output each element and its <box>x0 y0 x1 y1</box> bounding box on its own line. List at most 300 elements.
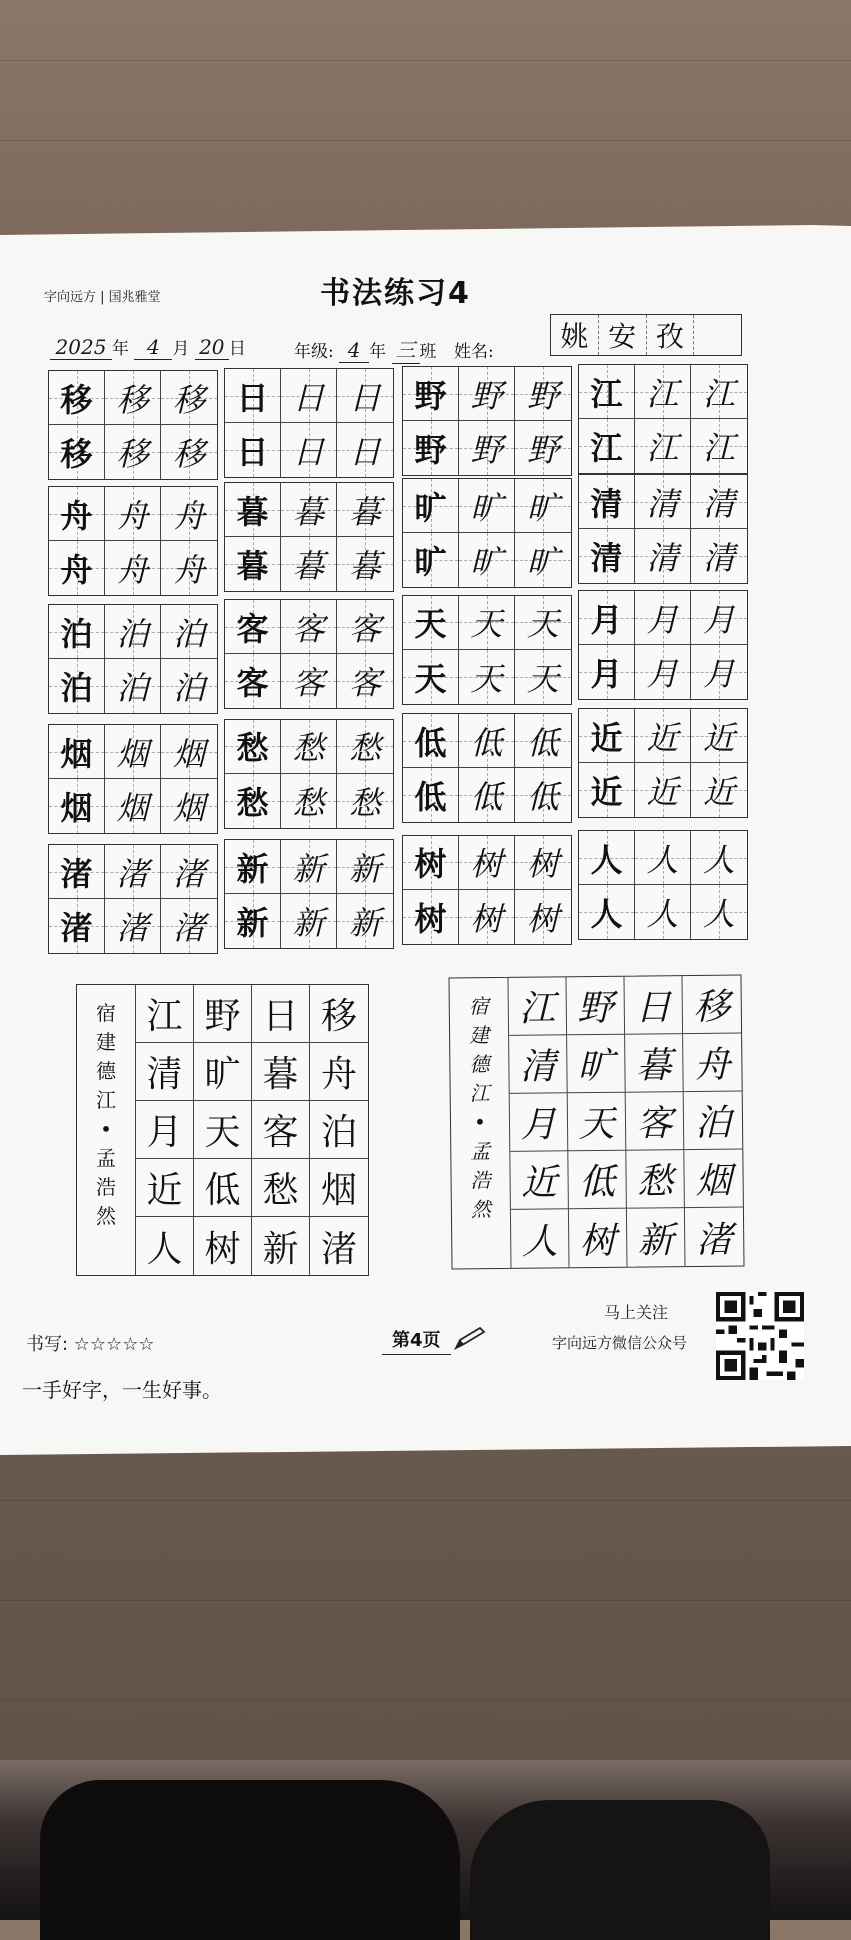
practice-block <box>224 719 394 829</box>
practice-char: 新 <box>236 904 269 943</box>
grade-unit: 年 <box>369 342 387 362</box>
practice-block <box>578 590 748 700</box>
practice-cell <box>105 425 161 479</box>
practice-block <box>224 599 394 709</box>
practice-char: 舟 <box>60 551 93 589</box>
practice-cell <box>225 423 281 477</box>
poem-cell: 野 <box>566 977 625 1036</box>
practice-char: 近 <box>590 718 623 757</box>
date-day: 20 <box>195 335 229 360</box>
practice-char: 人 <box>590 840 623 879</box>
practice-char: 泊 <box>116 669 149 707</box>
practice-char: 愁 <box>236 729 269 768</box>
practice-char: 客 <box>236 664 269 703</box>
practice-char: 暮 <box>236 492 269 531</box>
practice-cell <box>579 529 635 583</box>
practice-char: 旷 <box>526 488 559 527</box>
practice-cell <box>403 421 459 475</box>
poem-cell: 低 <box>194 1159 252 1217</box>
practice-cell <box>49 371 105 425</box>
practice-char: 近 <box>590 773 623 811</box>
poem-cell: 清 <box>136 1043 194 1101</box>
practice-cell <box>337 894 393 948</box>
practice-char: 近 <box>646 773 679 811</box>
practice-cell <box>49 425 105 479</box>
practice-cell <box>515 421 571 475</box>
practice-cell <box>225 774 281 828</box>
practice-char: 清 <box>590 484 623 523</box>
practice-char: 愁 <box>236 783 269 822</box>
practice-char: 江 <box>590 429 623 467</box>
practice-block <box>48 604 218 714</box>
poem-cell: 客 <box>252 1101 310 1159</box>
poem-cell: 客 <box>626 1092 685 1151</box>
practice-block <box>578 708 748 818</box>
practice-char: 月 <box>702 600 735 639</box>
brand-label: 字向远方 | 国兆雅堂 <box>44 290 161 305</box>
practice-cell <box>281 537 337 591</box>
worksheet-title: 书法练习4 <box>320 276 471 311</box>
attr-char: 江 <box>96 1088 116 1112</box>
practice-char: 江 <box>590 374 623 413</box>
practice-cell <box>281 483 337 537</box>
practice-cell <box>459 714 515 768</box>
date-year: 2025 <box>50 335 112 360</box>
practice-char: 客 <box>236 609 269 648</box>
poem-cell: 天 <box>568 1093 627 1152</box>
practice-cell <box>515 596 571 650</box>
poem-cell: 近 <box>136 1159 194 1217</box>
poem-cell: 人 <box>511 1209 570 1268</box>
practice-char: 树 <box>470 899 503 938</box>
practice-char: 日 <box>292 378 325 417</box>
practice-cell <box>403 533 459 587</box>
practice-cell <box>459 367 515 421</box>
practice-cell <box>635 831 691 885</box>
practice-cell <box>161 659 217 713</box>
practice-char: 烟 <box>116 734 149 773</box>
practice-cell <box>403 768 459 822</box>
practice-cell <box>105 487 161 541</box>
practice-cell <box>691 831 747 885</box>
poem-cell: 人 <box>136 1217 194 1275</box>
practice-char: 树 <box>526 845 559 884</box>
practice-cell <box>403 596 459 650</box>
poem-grid <box>136 985 368 1275</box>
practice-char: 旷 <box>470 488 503 527</box>
practice-cell <box>281 894 337 948</box>
practice-cell <box>579 645 635 699</box>
attr-char: 建 <box>96 1030 116 1054</box>
practice-cell <box>635 365 691 419</box>
date-month-unit: 月 <box>172 339 190 359</box>
practice-char: 天 <box>414 605 447 644</box>
name-char: 孜 <box>647 315 695 355</box>
date-month: 4 <box>134 335 172 360</box>
practice-char: 客 <box>292 609 325 648</box>
practice-char: 新 <box>292 849 325 888</box>
poem-cell: 新 <box>252 1217 310 1275</box>
practice-char: 日 <box>236 433 269 471</box>
practice-cell <box>337 654 393 708</box>
practice-cell <box>403 479 459 533</box>
grade-value: 4 <box>339 338 369 363</box>
practice-char: 近 <box>646 718 679 757</box>
practice-block <box>578 474 748 584</box>
practice-char: 舟 <box>116 496 149 535</box>
practice-cell <box>161 541 217 595</box>
practice-char: 人 <box>590 895 623 933</box>
practice-char: 人 <box>646 840 679 879</box>
practice-char: 舟 <box>60 496 93 535</box>
practice-block <box>578 830 748 940</box>
practice-cell <box>337 774 393 828</box>
poem-cell: 移 <box>682 975 741 1034</box>
practice-cell <box>579 709 635 763</box>
practice-char: 暮 <box>292 547 325 585</box>
practice-cell <box>635 591 691 645</box>
practice-char: 野 <box>470 376 503 415</box>
practice-char: 近 <box>702 718 735 757</box>
practice-char: 江 <box>646 429 679 467</box>
poem-copy-handwritten <box>448 974 744 1269</box>
poem-cell: 渚 <box>696 1219 733 1261</box>
poem-attribution <box>77 985 136 1275</box>
practice-char: 低 <box>526 723 559 762</box>
practice-cell <box>691 709 747 763</box>
practice-cell <box>337 840 393 894</box>
shoe-left <box>40 1780 460 1940</box>
practice-char: 月 <box>590 655 623 693</box>
practice-char: 人 <box>646 895 679 933</box>
poem-cell: 暮 <box>625 1034 684 1093</box>
practice-char: 月 <box>646 600 679 639</box>
motto: 一手好字，一生好事。 <box>22 1378 222 1402</box>
attr-char: 宿 <box>468 994 489 1019</box>
poem-cell: 旷 <box>567 1035 626 1094</box>
practice-cell <box>105 779 161 833</box>
practice-char: 日 <box>236 378 269 417</box>
practice-char: 新 <box>292 904 325 943</box>
practice-char: 烟 <box>60 789 93 827</box>
practice-char: 愁 <box>348 783 381 822</box>
practice-cell <box>161 605 217 659</box>
practice-cell <box>635 709 691 763</box>
practice-cell <box>515 650 571 704</box>
poem-cell: 树 <box>569 1209 628 1268</box>
practice-cell <box>49 659 105 713</box>
poem-cell: 近 <box>510 1151 569 1210</box>
practice-cell <box>459 596 515 650</box>
practice-cell <box>337 600 393 654</box>
practice-char: 江 <box>646 374 679 413</box>
poem-cell: 日 <box>624 976 683 1035</box>
practice-char: 树 <box>526 899 559 938</box>
practice-cell <box>105 659 161 713</box>
poem-cell: 江 <box>136 985 194 1043</box>
practice-cell <box>337 537 393 591</box>
practice-cell <box>579 763 635 817</box>
practice-cell <box>225 537 281 591</box>
practice-char: 泊 <box>172 669 205 707</box>
practice-cell <box>337 369 393 423</box>
practice-char: 低 <box>414 778 447 817</box>
practice-cell <box>105 725 161 779</box>
practice-cell <box>691 419 747 473</box>
practice-char: 近 <box>702 773 735 811</box>
attr-char: 德 <box>469 1052 490 1077</box>
practice-cell <box>691 529 747 583</box>
practice-cell <box>281 369 337 423</box>
practice-cell <box>105 845 161 899</box>
practice-cell <box>337 483 393 537</box>
practice-char: 低 <box>470 723 503 762</box>
practice-block <box>402 595 572 705</box>
poem-cell: 烟 <box>684 1149 743 1208</box>
practice-char: 泊 <box>172 614 205 653</box>
practice-cell <box>403 650 459 704</box>
poem-cell: 愁 <box>626 1150 685 1209</box>
poem-cell: 泊 <box>310 1101 368 1159</box>
practice-cell <box>225 369 281 423</box>
practice-cell <box>225 654 281 708</box>
practice-block <box>48 844 218 954</box>
practice-char: 移 <box>116 435 149 473</box>
poem-cell: 舟 <box>310 1043 368 1101</box>
attr-char: 孟 <box>96 1146 116 1170</box>
practice-cell <box>49 779 105 833</box>
practice-char: 客 <box>348 664 381 703</box>
practice-char: 新 <box>236 849 269 888</box>
practice-char: 天 <box>414 659 447 698</box>
practice-char: 暮 <box>348 492 381 531</box>
practice-char: 愁 <box>348 729 381 768</box>
poem-cell: 树 <box>194 1217 252 1275</box>
name-char: 安 <box>599 315 647 355</box>
practice-char: 天 <box>526 605 559 644</box>
grade-label: 年级: <box>294 342 334 362</box>
practice-char: 渚 <box>60 909 93 947</box>
practice-block <box>402 713 572 823</box>
practice-char: 日 <box>348 433 381 471</box>
practice-char: 树 <box>414 845 447 884</box>
practice-cell <box>105 541 161 595</box>
practice-char: 泊 <box>60 669 93 707</box>
practice-cell <box>459 479 515 533</box>
practice-cell <box>337 423 393 477</box>
practice-cell <box>161 425 217 479</box>
practice-cell <box>515 367 571 421</box>
shoe-right <box>470 1800 770 1940</box>
practice-cell <box>161 845 217 899</box>
practice-char: 客 <box>292 664 325 703</box>
practice-char: 月 <box>646 655 679 693</box>
practice-char: 移 <box>172 380 205 419</box>
practice-cell <box>161 899 217 953</box>
practice-char: 月 <box>702 655 735 693</box>
poem-cell: 低 <box>568 1151 627 1210</box>
practice-char: 清 <box>590 539 623 577</box>
practice-cell <box>635 529 691 583</box>
practice-char: 低 <box>526 778 559 817</box>
practice-char: 渚 <box>172 909 205 947</box>
practice-cell <box>691 591 747 645</box>
practice-char: 野 <box>526 431 559 469</box>
attr-char: 然 <box>470 1197 492 1222</box>
poem-cell: 移 <box>310 985 368 1043</box>
practice-cell <box>281 720 337 774</box>
practice-cell <box>281 654 337 708</box>
practice-block <box>578 364 748 474</box>
practice-char: 低 <box>470 778 503 817</box>
poem-cell: 江 <box>508 977 567 1036</box>
practice-cell <box>635 419 691 473</box>
date-year-unit: 年 <box>112 339 129 359</box>
poem-cell: 天 <box>194 1101 252 1159</box>
practice-char: 移 <box>116 380 149 419</box>
practice-char: 舟 <box>172 496 205 535</box>
follow-subtitle: 字向远方微信公众号 <box>552 1334 688 1352</box>
practice-block <box>224 482 394 592</box>
poem-cell: 野 <box>194 985 252 1043</box>
practice-char: 天 <box>470 605 503 644</box>
practice-block <box>48 370 218 480</box>
practice-char: 暮 <box>348 547 381 585</box>
pen-icon <box>452 1326 486 1350</box>
practice-cell <box>515 533 571 587</box>
practice-cell <box>49 725 105 779</box>
practice-char: 烟 <box>60 734 93 773</box>
practice-cell <box>635 885 691 939</box>
date-day-unit: 日 <box>228 339 246 359</box>
date-row <box>50 334 246 360</box>
practice-cell <box>515 714 571 768</box>
practice-char: 愁 <box>292 729 325 768</box>
practice-cell <box>105 899 161 953</box>
practice-cell <box>403 836 459 890</box>
poem-cell: 舟 <box>683 1033 742 1092</box>
practice-cell <box>579 419 635 473</box>
practice-char: 渚 <box>60 854 93 893</box>
poem-cell: 泊 <box>684 1091 743 1150</box>
practice-cell <box>105 605 161 659</box>
practice-cell <box>691 365 747 419</box>
practice-cell <box>459 890 515 944</box>
practice-cell <box>515 836 571 890</box>
practice-char: 野 <box>414 376 447 415</box>
practice-block <box>402 478 572 588</box>
practice-char: 旷 <box>470 543 503 581</box>
name-char: 姚 <box>551 315 599 355</box>
practice-cell <box>225 894 281 948</box>
qr-code[interactable] <box>716 1292 804 1380</box>
poem-cell: 月 <box>136 1101 194 1159</box>
practice-block <box>224 839 394 949</box>
attr-char: 然 <box>96 1204 116 1228</box>
practice-block <box>48 724 218 834</box>
class-unit: 班 <box>419 342 437 362</box>
attr-char: 浩 <box>470 1168 491 1193</box>
practice-char: 舟 <box>116 551 149 589</box>
practice-char: 烟 <box>172 789 205 827</box>
poem-cell: 旷 <box>194 1043 252 1101</box>
practice-cell <box>225 840 281 894</box>
practice-cell <box>459 421 515 475</box>
practice-block <box>224 368 394 478</box>
poem-cell: 烟 <box>310 1159 368 1217</box>
practice-cell <box>691 645 747 699</box>
practice-cell <box>225 720 281 774</box>
practice-char: 天 <box>526 659 559 698</box>
practice-cell <box>49 899 105 953</box>
poem-cell: 暮 <box>252 1043 310 1101</box>
practice-char: 清 <box>646 484 679 523</box>
class-value: 三 <box>392 334 420 364</box>
practice-cell <box>579 475 635 529</box>
practice-cell <box>49 541 105 595</box>
practice-char: 日 <box>348 378 381 417</box>
poem-grid <box>508 975 743 1267</box>
name-label: 姓名: <box>453 342 494 362</box>
practice-cell <box>579 885 635 939</box>
practice-char: 人 <box>702 895 735 933</box>
practice-cell <box>403 714 459 768</box>
practice-cell <box>515 768 571 822</box>
grade-row <box>294 334 494 364</box>
practice-char: 清 <box>702 539 735 577</box>
practice-char: 旷 <box>414 488 447 527</box>
practice-char: 泊 <box>116 614 149 653</box>
practice-char: 渚 <box>172 854 205 893</box>
practice-cell <box>225 600 281 654</box>
poem-cell: 月 <box>510 1093 569 1152</box>
practice-char: 树 <box>470 845 503 884</box>
practice-char: 暮 <box>292 492 325 531</box>
practice-cell <box>579 591 635 645</box>
attr-char: 江 <box>469 1081 490 1106</box>
practice-cell <box>281 600 337 654</box>
practice-cell <box>691 475 747 529</box>
practice-char: 日 <box>292 433 325 471</box>
practice-char: 人 <box>702 840 735 879</box>
practice-block <box>48 486 218 596</box>
practice-char: 泊 <box>60 614 93 653</box>
practice-cell <box>459 768 515 822</box>
practice-cell <box>459 533 515 587</box>
practice-char: 愁 <box>292 783 325 822</box>
practice-char: 低 <box>414 723 447 762</box>
practice-cell <box>691 763 747 817</box>
practice-block <box>402 835 572 945</box>
practice-char: 旷 <box>526 543 559 581</box>
practice-char: 野 <box>414 431 447 469</box>
follow-title: 马上关注 <box>604 1303 669 1322</box>
practice-char: 移 <box>60 380 93 419</box>
practice-char: 野 <box>470 431 503 469</box>
page-number: 第4页 <box>382 1326 451 1355</box>
practice-cell <box>515 479 571 533</box>
practice-cell <box>225 483 281 537</box>
practice-char: 清 <box>702 484 735 523</box>
practice-char: 渚 <box>116 909 149 947</box>
practice-cell <box>635 763 691 817</box>
practice-char: 渚 <box>116 854 149 893</box>
practice-char: 月 <box>590 600 623 639</box>
practice-char: 野 <box>526 376 559 415</box>
poem-cell: 渚 <box>320 1228 357 1270</box>
practice-char: 新 <box>348 849 381 888</box>
practice-cell <box>105 371 161 425</box>
